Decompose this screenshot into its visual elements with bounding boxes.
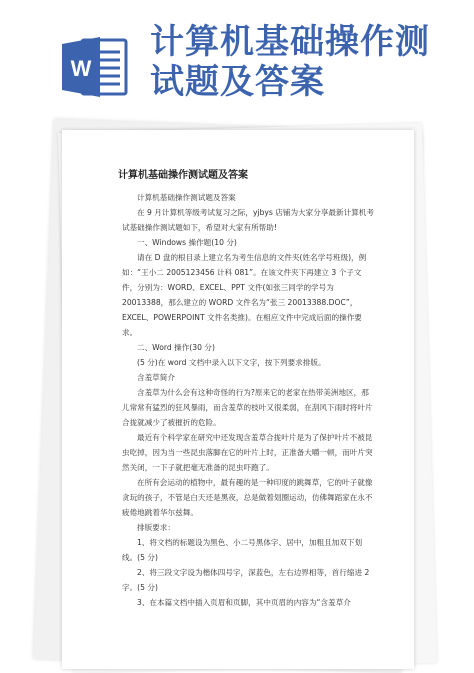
- banner-title-line-1: 计算机基础操作测: [150, 22, 430, 62]
- paragraph: 请在 D 盘的根目录上建立名为考生信息的文件夹(姓名学号班级)，例如：“王小二 2005123456 计科 081”。在该文件夹下再建立 3 个子文件，分别为：WORD、EXCEL、PPT 文件(如张三同学的学号为 20013388，那么建立的 WORD 文件名为“张三 20013388.DOC”，EXCEL、POWERPOINT 文件名类推)。在相应文件中完成后面的操作要求。: [122, 253, 367, 337]
- banner-title-line-2: 试题及答案: [150, 62, 325, 102]
- list-item: 1、将文档的标题设为黑色、小二号黑体字、居中，加粗且加双下划线。(5 分): [122, 538, 363, 562]
- paragraph: 最近有个科学家在研究中还发现含羞草合拢叶片是为了保护叶片不被昆虫吃掉，因为当一些昆虫落脚在它的叶片上时，正准备大嚼一顿，而叶片突然关闭，一下子就把毫无准备的昆虫吓跑了。: [122, 433, 373, 472]
- paragraph: (5 分)在 word 文档中录入以下文字，按下列要求排版。: [137, 358, 326, 367]
- banner-title: [150, 22, 470, 102]
- document-page: [62, 130, 414, 669]
- document-title: 计算机基础操作测试题及答案: [118, 170, 248, 181]
- subheading: 含羞草简介: [137, 373, 175, 382]
- paragraph: 含羞草为什么会有这种奇怪的行为?原来它的老家在热带美洲地区，那儿常常有猛烈的狂风暴雨，而含羞草的枝叶又很柔弱，在刮风下雨时将叶片合拢就减少了被摧折的危险。: [122, 388, 373, 427]
- section-heading: 二、Word 操作(30 分): [137, 343, 215, 352]
- list-item: 2、将三段文字设为楷体四号字，深蓝色，左右边界相等，首行缩进 2 字。(5 分): [122, 568, 370, 592]
- subheading: 排版要求：: [137, 523, 175, 532]
- word-icon-letter: W: [70, 56, 92, 81]
- document-body: [122, 190, 374, 610]
- document-banner: [0, 0, 474, 130]
- section-heading: 一、Windows 操作题(10 分): [137, 238, 237, 247]
- paragraph: 在所有会运动的植物中，最有趣的是一种印度的跳舞草，它的叶子就像贪玩的孩子，不管是白天还是黑夜，总是做着划圈运动，仿佛舞蹈家在永不疲倦地跳着华尔兹舞。: [122, 478, 373, 517]
- paragraph: 在 9 月计算机等级考试复习之际，yjbys 店铺为大家分享最新计算机考试基础操作测试题如下，希望对大家有所帮助!: [122, 208, 374, 232]
- word-document-icon: [60, 34, 130, 100]
- paragraph: 计算机基础操作测试题及答案: [137, 193, 236, 202]
- list-item: 3、在本篇文档中插入页眉和页脚，其中页眉的内容为“含羞草介: [137, 598, 351, 607]
